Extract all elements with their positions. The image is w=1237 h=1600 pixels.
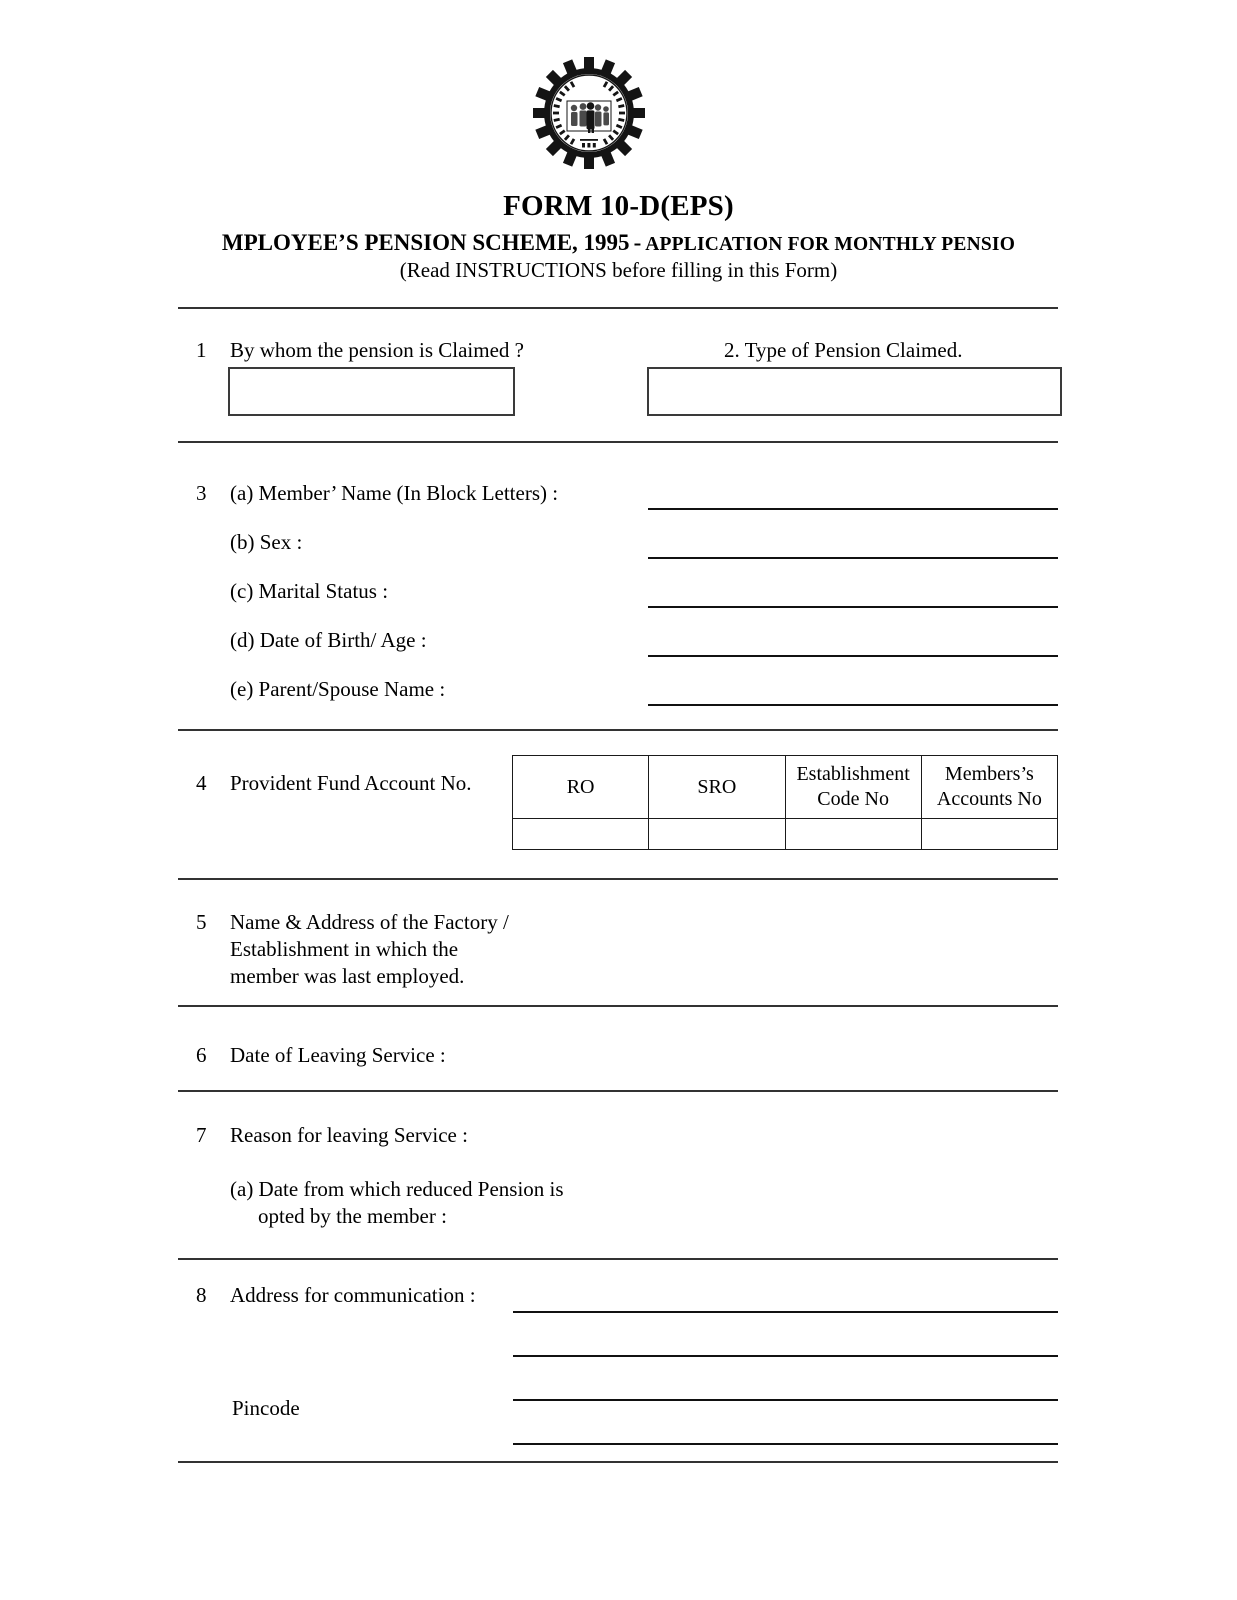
item-2-label: 2. Type of Pension Claimed. — [724, 338, 963, 362]
table-row — [513, 819, 1058, 850]
sex-label: (b) Sex : — [230, 530, 303, 554]
section-rule-4 — [178, 1005, 1058, 1007]
item-6-number: 6 — [196, 1043, 207, 1067]
section-rule-1 — [178, 441, 1058, 443]
section-rule-bottom — [178, 1461, 1058, 1463]
epfo-emblem-icon — [521, 57, 657, 169]
parent-spouse-name-input[interactable] — [648, 704, 1058, 706]
item-7-number: 7 — [196, 1123, 207, 1147]
column-header-sro: SRO — [649, 756, 785, 819]
subtitle-scheme: MPLOYEE’S PENSION SCHEME, 1995 — [221, 230, 630, 255]
dob-age-label: (d) Date of Birth/ Age : — [230, 628, 427, 652]
address-communication-label: Address for communication : — [230, 1283, 476, 1307]
item-1-label: By whom the pension is Claimed ? — [230, 338, 524, 362]
dob-age-input[interactable] — [648, 655, 1058, 657]
column-header-establishment-code: Establishment Code No — [785, 756, 921, 819]
subtitle-separator: - — [633, 230, 642, 255]
item-8-number: 8 — [196, 1283, 207, 1307]
pf-account-label: Provident Fund Account No. — [230, 771, 472, 795]
subtitle-application: APPLICATION FOR MONTHLY PENSIO — [645, 234, 1016, 255]
pincode-input[interactable] — [513, 1443, 1058, 1445]
table-header-row — [513, 756, 1058, 819]
column-header-members-account: Members’s Accounts No — [921, 756, 1057, 819]
pf-account-table — [512, 755, 1058, 850]
marital-status-label: (c) Marital Status : — [230, 579, 389, 603]
section-rule-top — [178, 307, 1058, 309]
member-name-label: (a) Member’ Name (In Block Letters) : — [230, 481, 559, 505]
parent-spouse-name-label: (e) Parent/Spouse Name : — [230, 677, 446, 701]
establishment-label-line2: Establishment in which the — [230, 937, 459, 961]
section-rule-5 — [178, 1090, 1058, 1092]
address-line-1-input[interactable] — [513, 1311, 1058, 1313]
reduced-pension-date-label-line1: (a) Date from which reduced Pension is — [230, 1177, 564, 1201]
subtitle-row — [0, 230, 1237, 256]
item-5-number: 5 — [196, 910, 207, 934]
address-line-3-input[interactable] — [513, 1399, 1058, 1401]
reason-leaving-service-label: Reason for leaving Service : — [230, 1123, 468, 1147]
member-name-input[interactable] — [648, 508, 1058, 510]
section-rule-3 — [178, 878, 1058, 880]
claimant-type-field[interactable] — [228, 367, 515, 416]
page-title: FORM 10-D(EPS) — [503, 190, 734, 222]
section-rule-6 — [178, 1258, 1058, 1260]
item-4-number: 4 — [196, 771, 207, 795]
section-rule-2 — [178, 729, 1058, 731]
cell-ro[interactable] — [513, 819, 649, 850]
cell-members-account[interactable] — [921, 819, 1057, 850]
date-leaving-service-label: Date of Leaving Service : — [230, 1043, 446, 1067]
address-line-2-input[interactable] — [513, 1355, 1058, 1357]
item-1-number: 1 — [196, 338, 207, 362]
pincode-label: Pincode — [232, 1396, 300, 1420]
item-3-number: 3 — [196, 481, 207, 505]
instruction-note: (Read INSTRUCTIONS before filling in this Form) — [399, 258, 838, 282]
establishment-label-line3: member was last employed. — [230, 964, 465, 988]
column-header-ro: RO — [513, 756, 649, 819]
establishment-label-line1: Name & Address of the Factory / — [230, 910, 509, 934]
cell-sro[interactable] — [649, 819, 785, 850]
reduced-pension-date-label-line2: opted by the member : — [258, 1204, 447, 1228]
cell-establishment-code[interactable] — [785, 819, 921, 850]
pension-type-field[interactable] — [647, 367, 1062, 416]
marital-status-input[interactable] — [648, 606, 1058, 608]
sex-input[interactable] — [648, 557, 1058, 559]
